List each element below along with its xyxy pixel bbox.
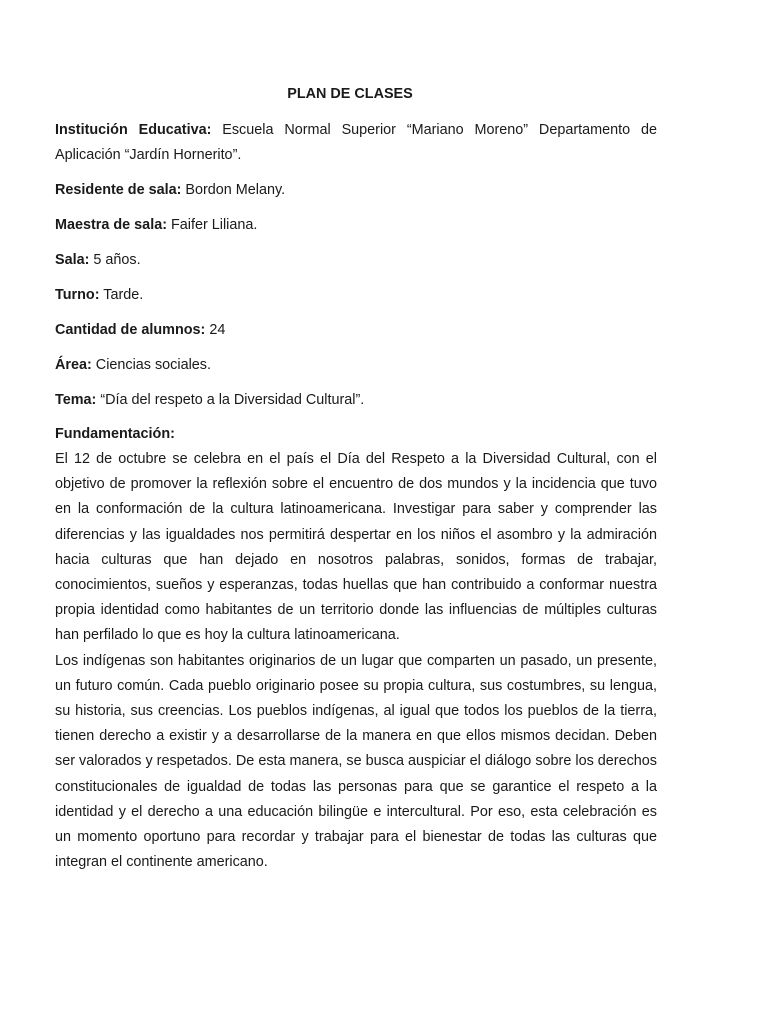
paragraph: Los indígenas son habitantes originarios de un lugar que comparten un pasado, un presente, un futuro común. Cada pueblo originario posee su propia cultura, sus costumbres, su lengua, su historia, sus creencias. Los pueblos indígenas, al igual que todos los pueblos de la tierra, tienen derecho a existir y a desarrollarse de la manera en que ellos mismos decidan. Deben ser valorados y respetados. De esta manera, se busca auspiciar el diálogo sobre los derechos constitucionales de igualdad de todas las personas para que se garantice el respeto a la identidad y el derecho a una educación bilingüe e intercultural. Por eso, esta celebración es un momento oportuno para recordar y trabajar para el bienestar de todas las culturas que integran el continente americano. [55, 652, 657, 871]
field-value: 24 [209, 322, 226, 338]
document-title: PLAN DE CLASES [287, 86, 413, 102]
field-tema [55, 388, 657, 413]
field-turno [55, 283, 657, 308]
field-label: Residente de sala: [55, 182, 182, 198]
field-sala [55, 248, 657, 273]
field-label: Cantidad de alumnos: [55, 322, 206, 338]
field-value: Escuela Normal Superior “Mariano Moreno” Departamento de Aplicación “Jardín Hornerito”. [55, 122, 657, 163]
field-label: Institución Educativa: [55, 122, 212, 138]
field-label: Turno: [55, 287, 100, 303]
paragraph: El 12 de octubre se celebra en el país el Día del Respeto a la Diversidad Cultural, con el objetivo de promover la reflexión sobre el encuentro de dos mundos y la incidencia que tuvo en la conformación de la cultura latinoamericana. Investigar para saber y comprender las diferencias y las igualdades nos permitirá despertar en los niños el asombro y la admiración hacia culturas que han dejado en nosotros palabras, sonidos, formas de trabajar, conocimientos, sueños y esperanzas, todas huellas que han contribuido a conformar nuestra propia identidad como habitantes de un territorio donde las influencias de múltiples culturas han perfilado lo que es hoy la cultura latinoamericana. [55, 451, 657, 644]
field-label: Sala: [55, 252, 90, 268]
section-heading-fundamentacion: Fundamentación: [55, 426, 175, 442]
field-cantidad-alumnos [55, 318, 657, 343]
field-value: Bordon Melany. [185, 182, 286, 198]
field-value: 5 años. [93, 252, 141, 268]
field-maestra [55, 213, 657, 238]
header-fields [55, 118, 657, 413]
field-value: Faifer Liliana. [170, 217, 258, 233]
field-residente [55, 178, 657, 203]
field-label: Tema: [55, 392, 97, 408]
fundamentacion-body [55, 447, 657, 875]
field-label: Área: [55, 357, 92, 373]
field-label: Maestra de sala: [55, 217, 167, 233]
field-value: “Día del respeto a la Diversidad Cultural”. [100, 392, 365, 408]
field-value: Ciencias sociales. [95, 357, 211, 373]
field-value: Tarde. [103, 287, 144, 303]
field-area [55, 353, 657, 378]
field-institucion [55, 118, 657, 168]
